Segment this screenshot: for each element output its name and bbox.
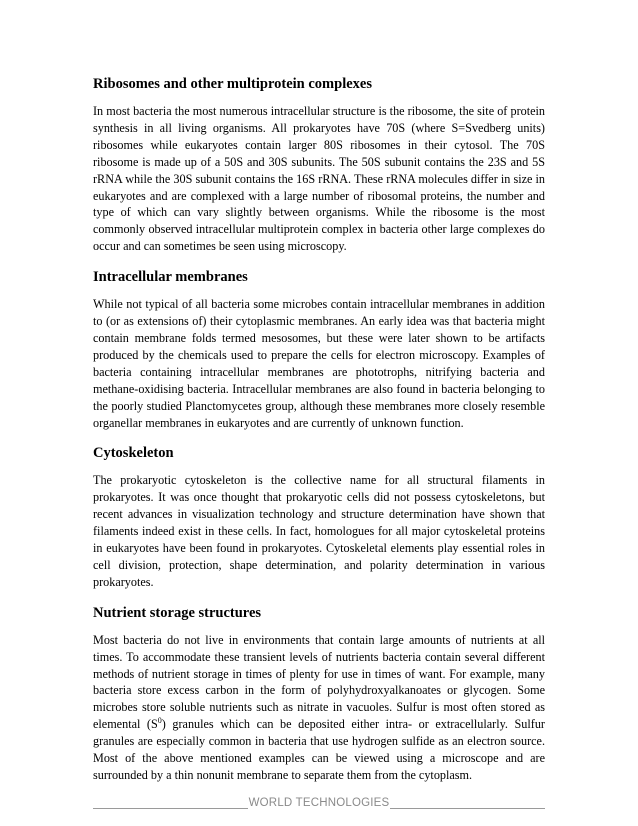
footer-rule-left [93, 797, 248, 809]
paragraph-text-before-superscript: Most bacteria do not live in environments that contain large amounts of nutrients at all times. To accommodate these transient levels of nutrients bacteria contain several different methods of nutrient storage in times of plenty for use in times of want. For example, many bacteria store excess carbon in the form of polyhydroxyalkanoates or glycogen. Some microbes store soluble nutrients such as nitrate in vacuoles. Sulfur is most often stored as elemental (S [93, 632, 545, 732]
section-paragraph-intracellular-membranes: While not typical of all bacteria some microbes contain intracellular membranes in addition to (or as extensions of) their cytoplasmic membranes. An early idea was that bacteria might contain membrane folds termed mesosomes, but these were later shown to be artifacts produced by the chemicals used to prepare the cells for electron microscopy. Examples of bacteria containing intracellular membranes are phototrophs, nitrifying bacteria and methane-oxidising bacteria. Intracellular membranes are also found in bacteria belonging to the poorly studied Planctomycetes group, although these membranes more closely resemble organellar membranes in eukaryotes and are currently of unknown function. [93, 297, 545, 430]
page-content [93, 75, 545, 797]
superscript-zero: 0 [157, 716, 162, 726]
section-heading-cytoskeleton: Cytoskeleton [93, 445, 174, 462]
section-paragraph-cytoskeleton: The prokaryotic cytoskeleton is the collective name for all structural filaments in prokaryotes. It was once thought that prokaryotic cells did not possess cytoskeletons, but recent advances in visualization technology and structure determination have shown that filaments indeed exist in these cells. In fact, homologues for all major cytoskeletal proteins in eukaryotes have been found in prokaryotes. Cytoskeletal elements play essential roles in cell division, protection, shape determination, and polarity determination in various prokaryotes. [93, 473, 545, 589]
paragraph-text-after-superscript: ) granules which can be deposited either intra- or extracellularly. Sulfur granules are especially common in bacteria that use hydrogen sulfide as an electron source. Most of the above mentioned examples can be viewed using a microscope and are surrounded by a thin nonunit membrane to separate them from the cytoplasm. [93, 717, 545, 782]
section-paragraph-nutrient-storage [93, 632, 545, 784]
section-heading-nutrient-storage: Nutrient storage structures [93, 604, 262, 621]
footer-label: WORLD TECHNOLOGIES [248, 797, 390, 809]
page-footer [93, 797, 545, 809]
section-heading-ribosomes: Ribosomes and other multiprotein complexes [93, 76, 372, 92]
footer-rule-right [390, 797, 545, 809]
section-heading-intracellular-membranes: Intracellular membranes [93, 269, 248, 286]
section-paragraph-ribosomes: In most bacteria the most numerous intracellular structure is the ribosome, the site of protein synthesis in all living organisms. All prokaryotes have 70S (where S=Svedberg units) ribosomes while eukaryotes contain larger 80S ribosomes in their cytosol. The 70S ribosome is made up of a 50S and 30S subunits. The 50S subunit contains the 23S and 5S rRNA while the 30S subunit contains the 16S rRNA. These rRNA molecules differ in size in eukaryotes and are complexed with a large number of ribosomal proteins, the number and type of which can vary slightly between organisms. While the ribosome is the most commonly observed intracellular multiprotein complex in bacteria other large complexes do occur and can sometimes be seen using microscopy. [93, 104, 545, 254]
